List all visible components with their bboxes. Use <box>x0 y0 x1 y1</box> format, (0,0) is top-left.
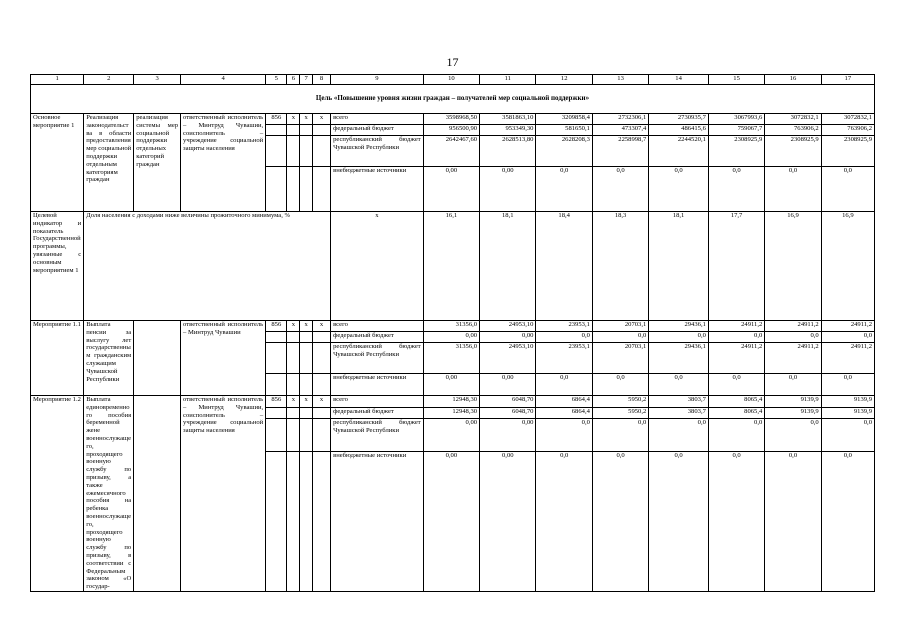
amount-cell: 5950,2 <box>592 407 648 419</box>
amount-cell: 9139,9 <box>821 407 874 419</box>
budget-code-empty <box>300 407 313 419</box>
amount-cell: 486415,6 <box>649 125 709 136</box>
budget-code-empty <box>287 167 300 212</box>
amount-cell: 6048,70 <box>480 396 536 408</box>
amount-cell: 763906,2 <box>821 125 874 136</box>
budget-code-empty <box>287 374 300 396</box>
amount-cell: 0,0 <box>765 167 821 212</box>
block-1-row-total <box>31 321 875 332</box>
funding-source: внебюджетные источники <box>331 452 424 592</box>
amount-cell: 0,0 <box>649 419 709 452</box>
amount-cell: 2308925,9 <box>765 136 821 167</box>
block-description: Реализация законодательства в области предоставления мер социальной поддержки отдельным категориям граждан <box>84 114 134 212</box>
budget-code-empty <box>300 332 313 343</box>
amount-cell: 24911,2 <box>821 343 874 374</box>
amount-cell: 0,0 <box>765 332 821 343</box>
budget-code-empty <box>287 125 300 136</box>
block-2-row-total <box>31 396 875 408</box>
amount-cell: 2244520,1 <box>649 136 709 167</box>
amount-cell: 9139,9 <box>821 396 874 408</box>
amount-cell: 23953,1 <box>536 321 592 332</box>
amount-cell: 3067993,6 <box>708 114 764 125</box>
amount-cell: 2628513,80 <box>480 136 536 167</box>
budget-code: 856 <box>266 114 287 125</box>
amount-cell: 3803,7 <box>649 396 709 408</box>
amount-cell: 0,00 <box>423 332 479 343</box>
budget-code-empty <box>266 125 287 136</box>
amount-cell: 0,0 <box>649 374 709 396</box>
budget-code: x <box>287 396 300 408</box>
amount-cell: 0,0 <box>536 452 592 592</box>
indicator-code: x <box>331 212 424 321</box>
amount-cell: 0,0 <box>592 452 648 592</box>
amount-cell: 12948,30 <box>423 407 479 419</box>
column-number: 13 <box>592 75 648 85</box>
column-number: 4 <box>181 75 266 85</box>
amount-cell: 24911,2 <box>765 343 821 374</box>
amount-cell: 0,00 <box>480 167 536 212</box>
amount-cell: 31356,0 <box>423 321 479 332</box>
column-number: 6 <box>287 75 300 85</box>
amount-cell: 2258998,7 <box>592 136 648 167</box>
budget-code-empty <box>313 419 331 452</box>
indicator-value: 17,7 <box>708 212 764 321</box>
column-number: 3 <box>134 75 181 85</box>
amount-cell: 6048,70 <box>480 407 536 419</box>
budget-code-empty <box>300 419 313 452</box>
budget-code-empty <box>266 407 287 419</box>
block-name: Мероприятие 1.1 <box>31 321 84 396</box>
amount-cell: 2732306,1 <box>592 114 648 125</box>
budget-code-empty <box>300 125 313 136</box>
amount-cell: 24953,10 <box>480 343 536 374</box>
indicator-value: 16,9 <box>765 212 821 321</box>
block-executor: ответственный исполнитель – Минтруд Чувашии, соисполнитель – учреждение социальной защиты населения <box>181 396 266 592</box>
budget-code: x <box>300 396 313 408</box>
budget-code-empty <box>287 332 300 343</box>
amount-cell: 0,0 <box>765 374 821 396</box>
amount-cell: 31356,0 <box>423 343 479 374</box>
budget-code-empty <box>300 452 313 592</box>
amount-cell: 0,0 <box>821 419 874 452</box>
funding-source: всего <box>331 396 424 408</box>
amount-cell: 0,0 <box>592 419 648 452</box>
budget-code-empty <box>287 452 300 592</box>
budget-code-empty <box>313 167 331 212</box>
budget-code: x <box>300 114 313 125</box>
budget-code-empty <box>266 136 287 167</box>
budget-code-empty <box>287 343 300 374</box>
amount-cell: 0,00 <box>480 419 536 452</box>
amount-cell: 23953,1 <box>536 343 592 374</box>
amount-cell: 3072832,1 <box>765 114 821 125</box>
column-number: 10 <box>423 75 479 85</box>
amount-cell: 0,0 <box>649 332 709 343</box>
indicator-name: Целевой индикатор и показатель Государственной программы, увязанные с основным мероприятием 1 <box>31 212 84 321</box>
amount-cell: 29436,1 <box>649 321 709 332</box>
budget-code-empty <box>313 332 331 343</box>
block-name: Мероприятие 1.2 <box>31 396 84 592</box>
budget-code: 856 <box>266 321 287 332</box>
amount-cell: 0,0 <box>821 452 874 592</box>
budget-code: x <box>313 114 331 125</box>
amount-cell: 759067,7 <box>708 125 764 136</box>
block-result: реализация системы мер социальной поддержки отдельных категорий граждан <box>134 114 181 212</box>
amount-cell: 0,0 <box>708 332 764 343</box>
amount-cell: 0,00 <box>423 452 479 592</box>
budget-code-empty <box>313 136 331 167</box>
budget-code: x <box>287 114 300 125</box>
amount-cell: 0,0 <box>592 332 648 343</box>
amount-cell: 3209858,4 <box>536 114 592 125</box>
amount-cell: 0,0 <box>765 452 821 592</box>
budget-code-empty <box>287 407 300 419</box>
budget-code-empty <box>287 419 300 452</box>
amount-cell: 24953,10 <box>480 321 536 332</box>
amount-cell: 0,00 <box>480 374 536 396</box>
budget-code-empty <box>266 332 287 343</box>
amount-cell: 0,0 <box>708 374 764 396</box>
block-name: Основное мероприятие 1 <box>31 114 84 212</box>
indicator-value: 16,1 <box>423 212 479 321</box>
amount-cell: 0,0 <box>708 452 764 592</box>
amount-cell: 29436,1 <box>649 343 709 374</box>
block-executor: ответственный исполнитель – Минтруд Чувашии <box>181 321 266 396</box>
column-number: 1 <box>31 75 84 85</box>
column-number: 12 <box>536 75 592 85</box>
funding-source: внебюджетные источники <box>331 167 424 212</box>
column-number: 5 <box>266 75 287 85</box>
budget-code-empty <box>266 452 287 592</box>
amount-cell: 24911,2 <box>821 321 874 332</box>
column-number: 2 <box>84 75 134 85</box>
amount-cell: 20703,1 <box>592 343 648 374</box>
amount-cell: 0,0 <box>536 167 592 212</box>
block-description: Выплата пенсии за выслугу лет государственным гражданским служащим Чувашской Республики <box>84 321 134 396</box>
funding-source: федеральный бюджет <box>331 407 424 419</box>
budget-code-empty <box>300 136 313 167</box>
budget-code: x <box>300 321 313 332</box>
budget-code-empty <box>300 374 313 396</box>
amount-cell: 0,0 <box>708 167 764 212</box>
indicator-value: 18,1 <box>480 212 536 321</box>
block-result <box>134 396 181 592</box>
amount-cell: 3598968,50 <box>423 114 479 125</box>
budget-code-empty <box>266 374 287 396</box>
indicator-row <box>31 212 875 321</box>
amount-cell: 0,0 <box>821 374 874 396</box>
amount-cell: 581650,1 <box>536 125 592 136</box>
amount-cell: 5950,2 <box>592 396 648 408</box>
indicator-value: 16,9 <box>821 212 874 321</box>
indicator-value: 18,4 <box>536 212 592 321</box>
amount-cell: 0,00 <box>480 452 536 592</box>
column-number: 16 <box>765 75 821 85</box>
amount-cell: 0,0 <box>708 419 764 452</box>
funding-source: республиканский бюджет Чувашской Республики <box>331 419 424 452</box>
amount-cell: 0,0 <box>592 167 648 212</box>
amount-cell: 0,00 <box>423 374 479 396</box>
amount-cell: 2308925,9 <box>708 136 764 167</box>
amount-cell: 9139,9 <box>765 396 821 408</box>
indicator-value: 18,1 <box>649 212 709 321</box>
column-number: 7 <box>300 75 313 85</box>
goal-row <box>31 85 875 114</box>
budget-code-empty <box>266 419 287 452</box>
amount-cell: 20703,1 <box>592 321 648 332</box>
block-executor: ответственный исполнитель – Минтруд Чувашии, соисполнитель – учреждение социальной защиты населения <box>181 114 266 212</box>
amount-cell: 763906,2 <box>765 125 821 136</box>
amount-cell: 0,0 <box>536 374 592 396</box>
column-number: 17 <box>821 75 874 85</box>
program-finance-table <box>30 74 875 592</box>
amount-cell: 0,00 <box>480 332 536 343</box>
goal-title: Цель «Повышение уровня жизни граждан – получателей мер социальной поддержки» <box>31 85 875 114</box>
amount-cell: 6864,4 <box>536 396 592 408</box>
amount-cell: 8065,4 <box>708 407 764 419</box>
indicator-description: Доля населения с доходами ниже величины прожиточного минимума, % <box>84 212 331 321</box>
column-number: 11 <box>480 75 536 85</box>
page-number: 17 <box>446 55 459 69</box>
budget-code-empty <box>266 167 287 212</box>
column-number-row <box>31 75 875 85</box>
budget-code: x <box>287 321 300 332</box>
block-0-row-total <box>31 114 875 125</box>
amount-cell: 0,0 <box>536 332 592 343</box>
column-number: 8 <box>313 75 331 85</box>
amount-cell: 8065,4 <box>708 396 764 408</box>
amount-cell: 0,0 <box>649 452 709 592</box>
budget-code-empty <box>313 452 331 592</box>
budget-code-empty <box>313 374 331 396</box>
amount-cell: 2730935,7 <box>649 114 709 125</box>
amount-cell: 6864,4 <box>536 407 592 419</box>
budget-code-empty <box>300 343 313 374</box>
amount-cell: 2628208,3 <box>536 136 592 167</box>
column-number: 14 <box>649 75 709 85</box>
budget-code: x <box>313 396 331 408</box>
amount-cell: 3803,7 <box>649 407 709 419</box>
amount-cell: 0,0 <box>765 419 821 452</box>
budget-code-empty <box>266 343 287 374</box>
amount-cell: 3072832,1 <box>821 114 874 125</box>
amount-cell: 2642467,60 <box>423 136 479 167</box>
amount-cell: 12948,30 <box>423 396 479 408</box>
funding-source: внебюджетные источники <box>331 374 424 396</box>
funding-source: республиканский бюджет Чувашской Республики <box>331 343 424 374</box>
funding-source: федеральный бюджет <box>331 332 424 343</box>
amount-cell: 24911,2 <box>708 343 764 374</box>
funding-source: всего <box>331 321 424 332</box>
amount-cell: 0,0 <box>821 167 874 212</box>
amount-cell: 0,0 <box>821 332 874 343</box>
budget-code-empty <box>287 136 300 167</box>
budget-code-empty <box>300 167 313 212</box>
block-description: Выплата единовременного пособия беременной жене военнослужащего, проходящего военную службу по призыву, а также ежемесячного пособия на ребенка военнослужащего, проходящего военную службу по призыву, в соответствии с Федеральным законом «О государ- <box>84 396 134 592</box>
column-number: 9 <box>331 75 424 85</box>
indicator-value: 18,3 <box>592 212 648 321</box>
amount-cell: 0,0 <box>536 419 592 452</box>
amount-cell: 0,00 <box>423 419 479 452</box>
amount-cell: 953349,30 <box>480 125 536 136</box>
amount-cell: 2308925,9 <box>821 136 874 167</box>
budget-code-empty <box>313 407 331 419</box>
funding-source: республиканский бюджет Чувашской Республики <box>331 136 424 167</box>
budget-code-empty <box>313 343 331 374</box>
funding-source: всего <box>331 114 424 125</box>
budget-code-empty <box>313 125 331 136</box>
block-result <box>134 321 181 396</box>
column-number: 15 <box>708 75 764 85</box>
amount-cell: 0,00 <box>423 167 479 212</box>
budget-code: 856 <box>266 396 287 408</box>
amount-cell: 473307,4 <box>592 125 648 136</box>
budget-code: x <box>313 321 331 332</box>
funding-source: федеральный бюджет <box>331 125 424 136</box>
amount-cell: 0,0 <box>649 167 709 212</box>
amount-cell: 24911,2 <box>765 321 821 332</box>
amount-cell: 9139,9 <box>765 407 821 419</box>
amount-cell: 956500,90 <box>423 125 479 136</box>
amount-cell: 0,0 <box>592 374 648 396</box>
amount-cell: 3581863,10 <box>480 114 536 125</box>
amount-cell: 24911,2 <box>708 321 764 332</box>
